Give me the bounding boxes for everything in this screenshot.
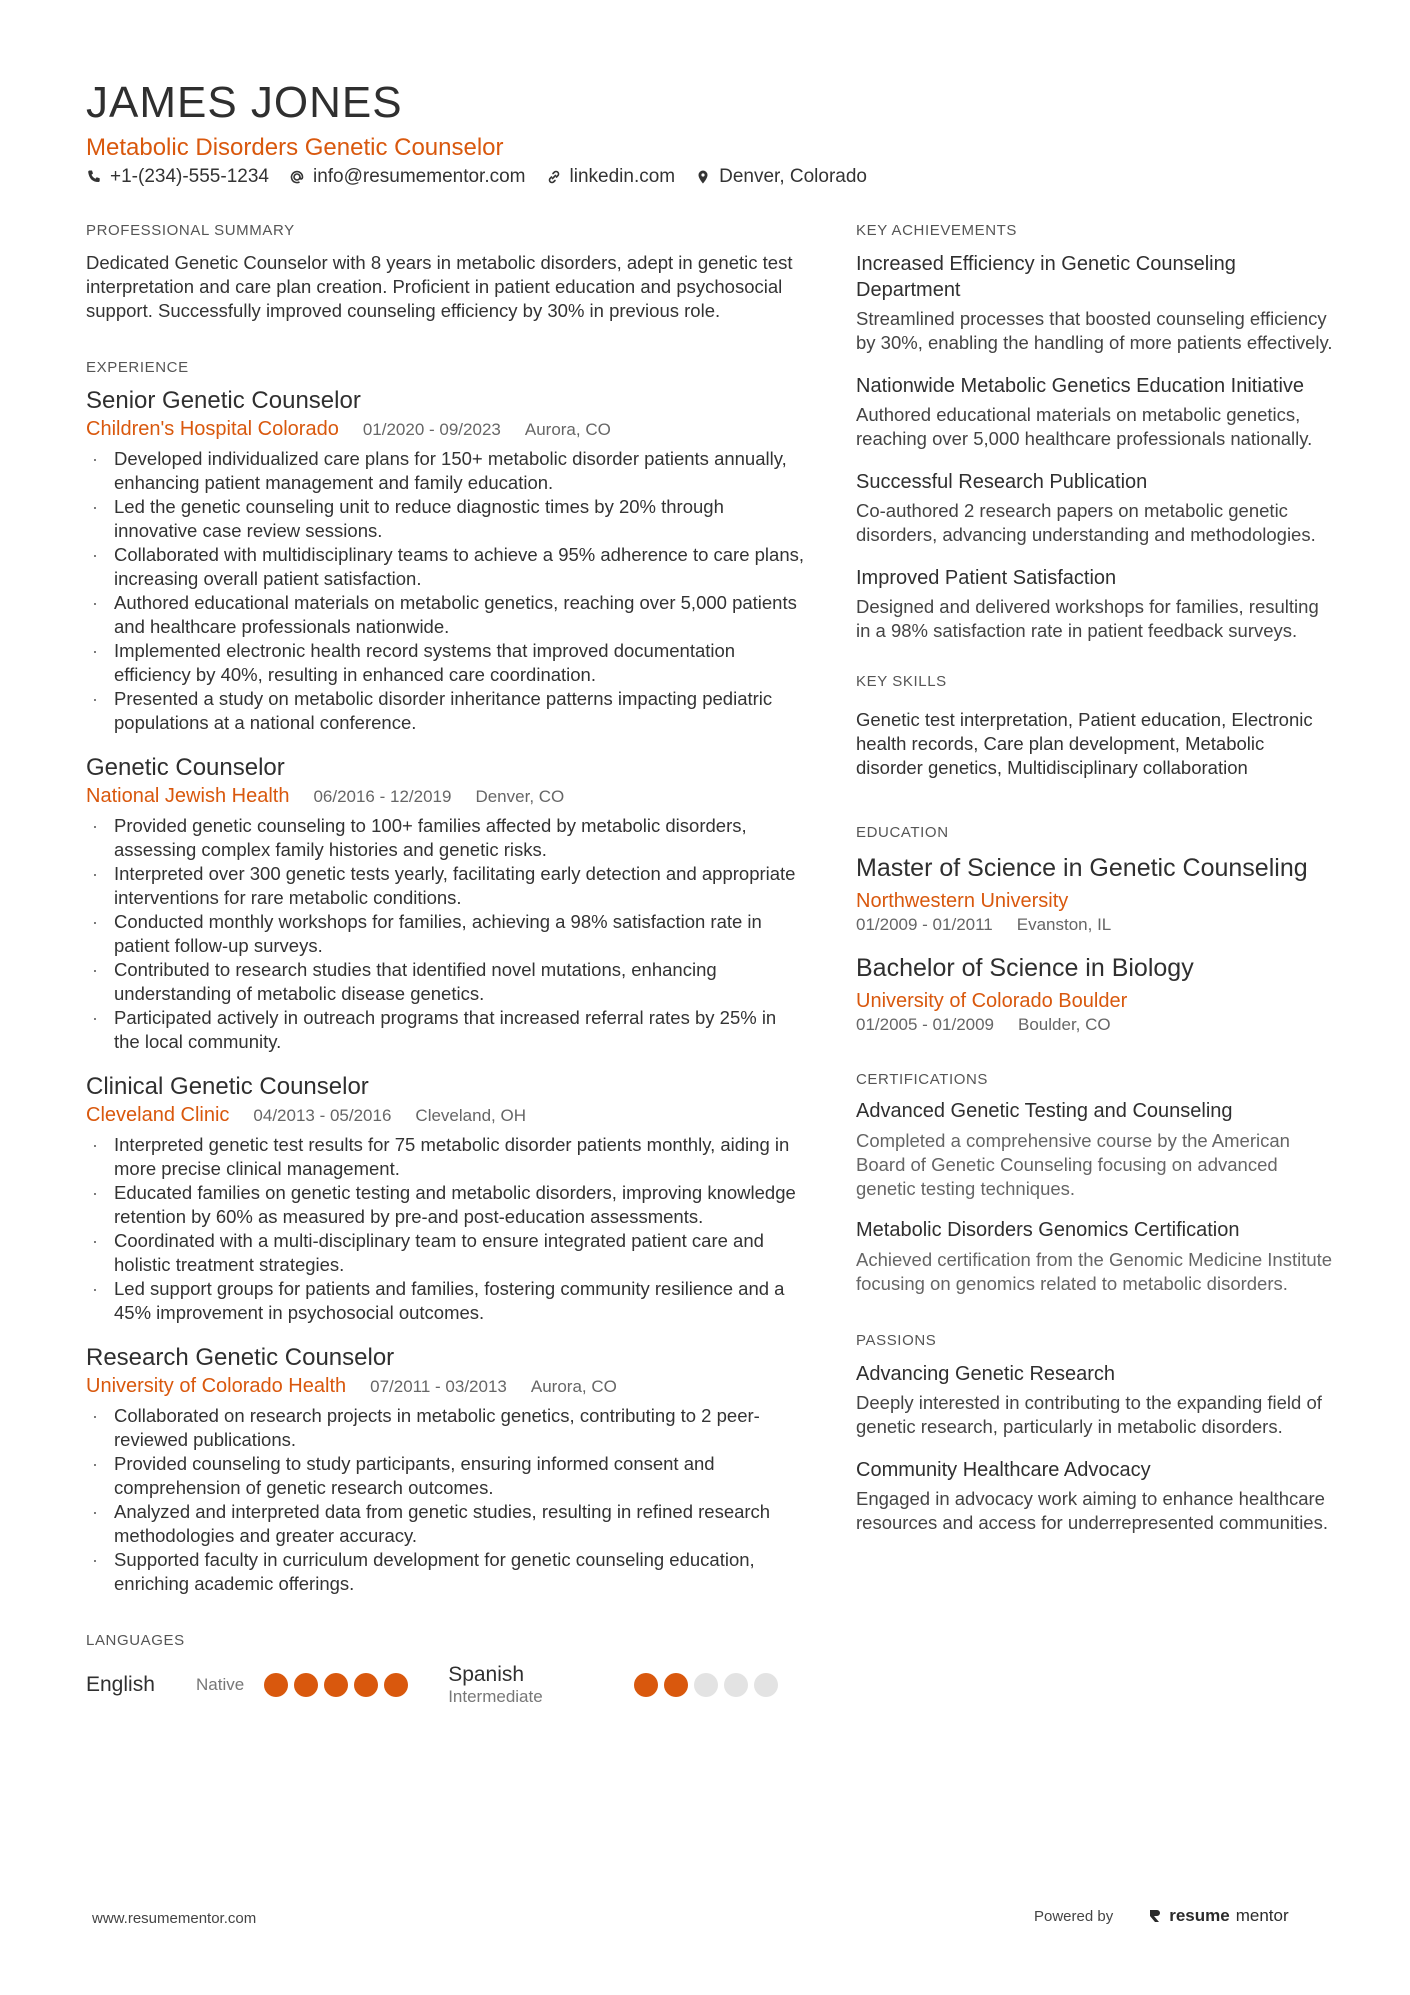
contact-bar: [86, 166, 867, 188]
footer-website[interactable]: www.resumementor.com: [92, 1910, 257, 1927]
job-bullet: · Interpreted over 300 genetic tests yearly, facilitating early detection and appropriate interventions for rare metabolic conditions.: [86, 862, 806, 910]
education-location: Boulder, CO: [1018, 1015, 1111, 1034]
job-meta: [86, 1375, 806, 1398]
contact-location: [695, 166, 867, 188]
job-entry: [86, 386, 806, 735]
achievements-section: [856, 222, 1336, 643]
language-level: Native: [196, 1675, 245, 1694]
summary-text: Dedicated Genetic Counselor with 8 years in metabolic disorders, adept in genetic test interpretation and care plan creation. Proficient in patient education and psychosocial support. Successfully improved counseling efficiency by 30% in previous role.: [86, 252, 793, 321]
skills-heading: KEY SKILLS: [856, 673, 947, 690]
job-dates: 06/2016 - 12/2019: [313, 787, 452, 806]
powered-by-label: Powered by: [1034, 1907, 1114, 1925]
achievement-desc: Streamlined processes that boosted counseling efficiency by 30%, enabling the handling of more patients effectively.: [856, 308, 1333, 353]
education-item: [856, 853, 1336, 935]
rating-dot-empty: [754, 1673, 778, 1697]
job-meta: [86, 1104, 806, 1127]
education-degree: Master of Science in Genetic Counseling: [856, 854, 1308, 882]
job-bullet: · Contributed to research studies that identified novel mutations, enhancing understanding of metabolic disease genetics.: [86, 958, 806, 1006]
certifications-heading: CERTIFICATIONS: [856, 1071, 989, 1088]
passion-desc: Deeply interested in contributing to the expanding field of genetic research, particularly in metabolic disorders.: [856, 1392, 1322, 1437]
contact-email[interactable]: [289, 166, 526, 188]
achievement-item: [856, 565, 1336, 643]
rating-dot-filled: [294, 1673, 318, 1697]
language-name: Spanish: [448, 1663, 525, 1686]
summary-section: [86, 222, 806, 323]
achievement-item: [856, 251, 1336, 355]
education-dates: 01/2009 - 01/2011: [856, 915, 993, 934]
job-meta: [86, 418, 806, 441]
rating-dot-empty: [724, 1673, 748, 1697]
education-item: [856, 953, 1336, 1035]
contact-phone[interactable]: [86, 166, 269, 188]
job-entry: [86, 753, 806, 1054]
rating-dot-empty: [694, 1673, 718, 1697]
education-dates: 01/2005 - 01/2009: [856, 1015, 995, 1034]
job-location: Cleveland, OH: [415, 1106, 526, 1125]
education-heading: EDUCATION: [856, 824, 949, 841]
job-title: Senior Genetic Counselor: [86, 387, 361, 414]
rating-dot-filled: [354, 1673, 378, 1697]
achievement-title: Nationwide Metabolic Genetics Education Initiative: [856, 375, 1305, 397]
job-bullet: · Led the genetic counseling unit to reduce diagnostic times by 20% through innovative case review sessions.: [86, 495, 806, 543]
rating-dot-filled: [664, 1673, 688, 1697]
job-location: Aurora, CO: [530, 1377, 617, 1396]
job-company: National Jewish Health: [86, 785, 290, 807]
rating-dot-filled: [634, 1673, 658, 1697]
languages-section: [86, 1632, 806, 1707]
job-bullet: · Coordinated with a multi-disciplinary team to ensure integrated patient care and holistic treatment strategies.: [86, 1229, 806, 1277]
contact-linkedin[interactable]: [546, 166, 676, 188]
achievements-heading: KEY ACHIEVEMENTS: [856, 222, 1018, 239]
achievement-desc: Designed and delivered workshops for families, resulting in a 98% satisfaction rate in patient feedback surveys.: [856, 596, 1319, 641]
job-dates: 01/2020 - 09/2023: [362, 420, 501, 439]
job-bullet: · Interpreted genetic test results for 75 metabolic disorder patients monthly, aiding in more precise clinical management.: [86, 1133, 806, 1181]
certification-desc: Completed a comprehensive course by the American Board of Genetic Counseling focusing on advanced genetic testing techniques.: [856, 1130, 1290, 1199]
left-column: [86, 222, 806, 1707]
achievement-title: Successful Research Publication: [856, 471, 1148, 493]
job-location: Denver, CO: [475, 787, 565, 806]
achievement-item: [856, 469, 1336, 547]
experience-section: [86, 359, 806, 1596]
language-rating: [634, 1673, 778, 1697]
certification-title: Metabolic Disorders Genomics Certification: [856, 1219, 1240, 1241]
education-meta: [856, 1015, 1336, 1035]
job-bullets: [86, 1404, 806, 1596]
achievement-desc: Authored educational materials on metabolic genetics, reaching over 5,000 healthcare professionals nationally.: [856, 404, 1313, 449]
passion-item: [856, 1361, 1336, 1439]
phone-icon: [86, 169, 102, 185]
passion-desc: Engaged in advocacy work aiming to enhance healthcare resources and access for underrepresented communities.: [856, 1488, 1328, 1533]
passion-item: [856, 1457, 1336, 1535]
education-degree: Bachelor of Science in Biology: [856, 954, 1194, 982]
candidate-name: JAMES JONES: [86, 78, 403, 127]
certification-item: [856, 1100, 1336, 1201]
job-bullet: · Provided genetic counseling to 100+ families affected by metabolic disorders, assessing complex family histories and genetic risks.: [86, 814, 806, 862]
education-school: University of Colorado Boulder: [856, 990, 1128, 1012]
job-bullet: · Collaborated with multidisciplinary teams to achieve a 95% adherence to care plans, increasing overall patient satisfaction.: [86, 543, 806, 591]
languages-heading: LANGUAGES: [86, 1632, 185, 1649]
certification-item: [856, 1219, 1336, 1296]
job-title: Research Genetic Counselor: [86, 1344, 395, 1371]
certification-title: Advanced Genetic Testing and Counseling: [856, 1100, 1233, 1122]
certifications-section: [856, 1071, 1336, 1296]
language-text: [448, 1663, 634, 1707]
rating-dot-filled: [264, 1673, 288, 1697]
education-meta: [856, 915, 1336, 935]
job-bullet: · Supported faculty in curriculum development for genetic counseling education, enriching academic offerings.: [86, 1548, 806, 1596]
job-company: University of Colorado Health: [86, 1375, 347, 1397]
education-location: Evanston, IL: [1016, 915, 1112, 934]
job-bullet: · Analyzed and interpreted data from genetic studies, resulting in refined research methodologies and greater accuracy.: [86, 1500, 806, 1548]
job-company: Cleveland Clinic: [86, 1104, 230, 1126]
job-bullet: · Developed individualized care plans for 150+ metabolic disorder patients annually, enhancing patient management and family education.: [86, 447, 806, 495]
passions-heading: PASSIONS: [856, 1332, 937, 1349]
brand-light-text: mentor: [1235, 1906, 1289, 1925]
job-dates: 04/2013 - 05/2016: [253, 1106, 392, 1125]
language-rating: [264, 1673, 408, 1697]
job-location: Aurora, CO: [524, 420, 611, 439]
job-title: Clinical Genetic Counselor: [86, 1073, 369, 1100]
footer-brand: [1034, 1906, 1289, 1926]
passions-section: [856, 1332, 1336, 1535]
rating-dot-filled: [384, 1673, 408, 1697]
language-name: English: [86, 1673, 155, 1696]
passion-title: Advancing Genetic Research: [856, 1363, 1116, 1385]
job-bullet: · Presented a study on metabolic disorder inheritance patterns impacting pediatric populations at a national conference.: [86, 687, 806, 735]
job-dates: 07/2011 - 03/2013: [370, 1377, 507, 1396]
job-bullet: · Implemented electronic health record systems that improved documentation efficiency by 40%, resulting in enhanced care coordination.: [86, 639, 806, 687]
job-bullet: · Participated actively in outreach programs that increased referral rates by 25% in the local community.: [86, 1006, 806, 1054]
job-bullets: [86, 1133, 806, 1325]
job-bullets: [86, 447, 806, 735]
job-bullet: · Provided counseling to study participants, ensuring informed consent and comprehension of genetic research outcomes.: [86, 1452, 806, 1500]
education-section: [856, 824, 1336, 1035]
job-bullet: · Authored educational materials on metabolic genetics, reaching over 5,000 patients and healthcare professionals nationwide.: [86, 591, 806, 639]
job-bullet: · Educated families on genetic testing and metabolic disorders, improving knowledge retention by 60% as measured by pre-and post-education assessments.: [86, 1181, 806, 1229]
brand-logo[interactable]: [1147, 1906, 1288, 1926]
at-icon: [289, 169, 305, 185]
job-bullet: · Led support groups for patients and families, fostering community resilience and a 45% improvement in psychosocial outcomes.: [86, 1277, 806, 1325]
achievement-desc: Co-authored 2 research papers on metabolic genetic disorders, advancing understanding and methodologies.: [856, 500, 1316, 545]
job-meta: [86, 785, 806, 808]
achievement-title: Increased Efficiency in Genetic Counseling Department: [856, 253, 1236, 301]
summary-heading: PROFESSIONAL SUMMARY: [86, 222, 295, 239]
experience-heading: EXPERIENCE: [86, 359, 189, 376]
languages-row: [86, 1663, 806, 1707]
job-entry: [86, 1343, 806, 1596]
contact-linkedin-text: linkedin.com: [569, 166, 676, 187]
language-level: Intermediate: [448, 1687, 543, 1706]
job-bullet: · Collaborated on research projects in metabolic genetics, contributing to 2 peer-reviewed publications.: [86, 1404, 806, 1452]
link-icon: [546, 169, 562, 185]
brand-bold-text: resume: [1169, 1906, 1230, 1925]
job-bullet: · Conducted monthly workshops for families, achieving a 98% satisfaction rate in patient follow-up surveys.: [86, 910, 806, 958]
language-item: [86, 1673, 408, 1697]
achievement-item: [856, 373, 1336, 451]
candidate-title: Metabolic Disorders Genetic Counselor: [86, 134, 504, 161]
job-company: Children's Hospital Colorado: [86, 418, 339, 440]
certification-desc: Achieved certification from the Genomic Medicine Institute focusing on genomics related to metabolic disorders.: [856, 1249, 1333, 1294]
contact-email-text: info@resumementor.com: [312, 166, 526, 187]
language-item: [448, 1663, 778, 1707]
job-entry: [86, 1072, 806, 1325]
passion-title: Community Healthcare Advocacy: [856, 1459, 1151, 1481]
skills-section: [856, 673, 1336, 780]
skills-text: Genetic test interpretation, Patient education, Electronic health records, Care plan development, Metabolic disorder genetics, Multidisciplinary collaboration: [856, 709, 1313, 778]
job-bullets: [86, 814, 806, 1054]
right-column: [856, 222, 1336, 1553]
resumementor-logo-icon: [1147, 1908, 1163, 1924]
contact-phone-text: +1-(234)-555-1234: [110, 166, 269, 187]
location-pin-icon: [695, 169, 711, 185]
contact-location-text: Denver, Colorado: [719, 166, 867, 187]
rating-dot-filled: [324, 1673, 348, 1697]
achievement-title: Improved Patient Satisfaction: [856, 567, 1117, 589]
job-title: Genetic Counselor: [86, 754, 285, 781]
education-school: Northwestern University: [856, 890, 1069, 912]
